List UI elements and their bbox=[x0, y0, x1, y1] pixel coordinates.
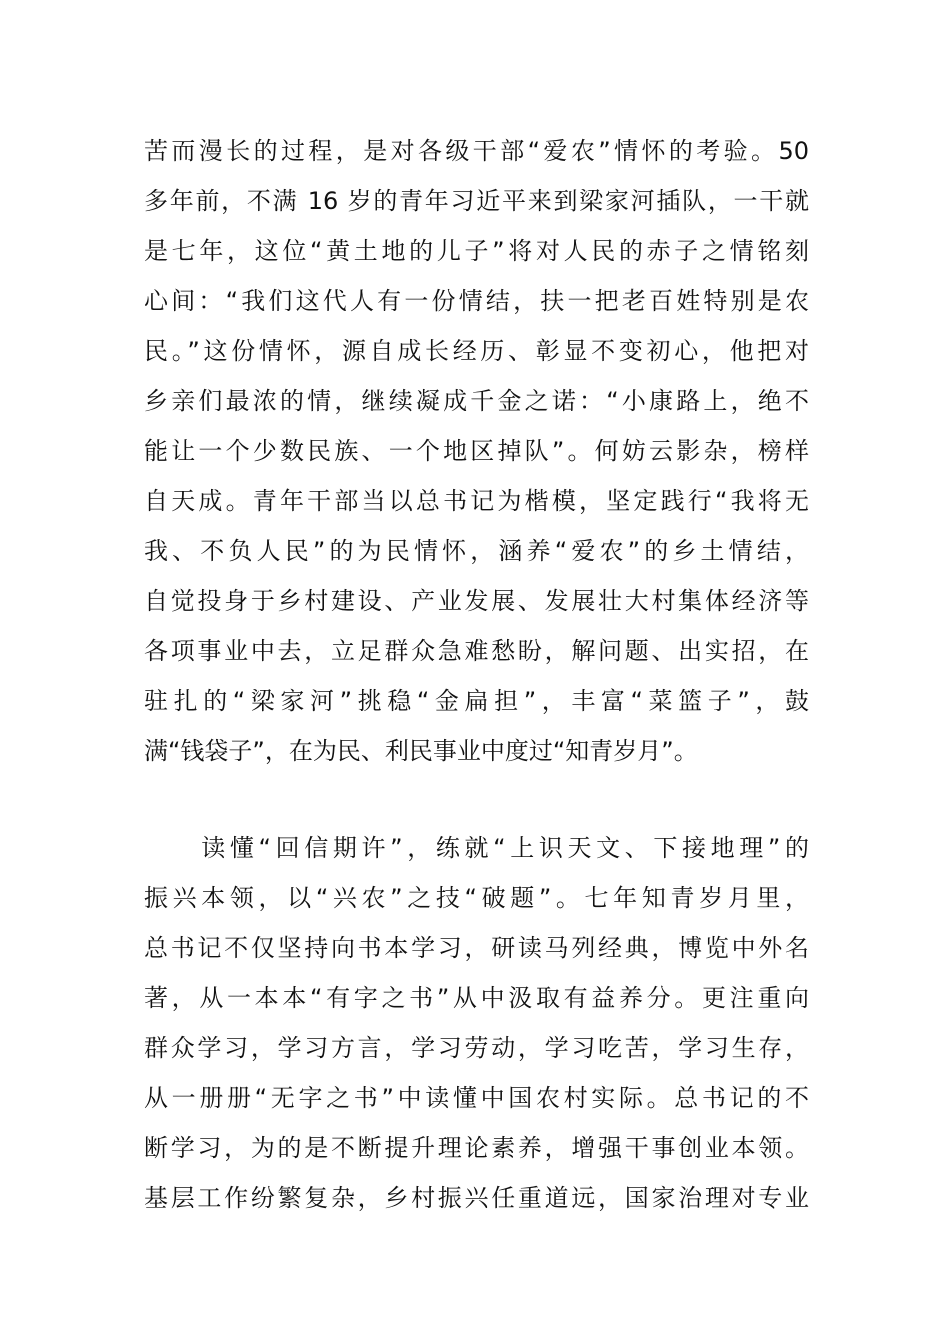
text-line: 自觉投身于乡村建设、产业发展、发展壮大村集体经济等 bbox=[144, 587, 809, 615]
text-line: 民。”这份情怀，源自成长经历、彰显不变初心，他把对 bbox=[144, 337, 809, 365]
paragraph-2 bbox=[144, 823, 809, 1223]
text-line: 著，从一本本“有字之书”从中汲取有益养分。更注重向 bbox=[144, 984, 809, 1012]
text-line: 心间：“我们这代人有一份情结，扶一把老百姓特别是农 bbox=[144, 287, 809, 315]
text-line: 振兴本领，以“兴农”之技“破题”。七年知青岁月里， bbox=[144, 884, 809, 912]
text-line: 满“钱袋子”，在为民、利民事业中度过“知青岁月”。 bbox=[144, 737, 698, 765]
text-line: 断学习，为的是不断提升理论素养，增强干事创业本领。 bbox=[144, 1134, 809, 1162]
text-line: 能让一个少数民族、一个地区掉队”。何妨云影杂，榜样 bbox=[144, 437, 809, 465]
text-line: 基层工作纷繁复杂，乡村振兴任重道远，国家治理对专业 bbox=[144, 1184, 809, 1212]
text-line: 从一册册“无字之书”中读懂中国农村实际。总书记的不 bbox=[144, 1084, 809, 1112]
text-line: 乡亲们最浓的情，继续凝成千金之诺：“小康路上，绝不 bbox=[144, 387, 809, 415]
paragraph-1 bbox=[144, 126, 809, 776]
text-line: 驻扎的“梁家河”挑稳“金扁担”，丰富“菜篮子”，鼓 bbox=[144, 687, 809, 715]
text-line: 我、不负人民”的为民情怀，涵养“爱农”的乡土情结， bbox=[144, 537, 809, 565]
text-line: 群众学习，学习方言，学习劳动，学习吃苦，学习生存， bbox=[144, 1034, 809, 1062]
text-line: 苦而漫长的过程，是对各级干部“爱农”情怀的考验。50 bbox=[144, 137, 809, 165]
text-line: 自天成。青年干部当以总书记为楷模，坚定践行“我将无 bbox=[144, 487, 809, 515]
text-line: 是七年，这位“黄土地的儿子”将对人民的赤子之情铭刻 bbox=[144, 237, 809, 265]
text-line: 多年前，不满 16 岁的青年习近平来到梁家河插队，一干就 bbox=[144, 187, 809, 215]
text-line: 总书记不仅坚持向书本学习，研读马列经典，博览中外名 bbox=[144, 934, 809, 962]
text-line: 读懂“回信期许”，练就“上识天文、下接地理”的 bbox=[144, 834, 809, 862]
text-line: 各项事业中去，立足群众急难愁盼，解问题、出实招，在 bbox=[144, 637, 809, 665]
